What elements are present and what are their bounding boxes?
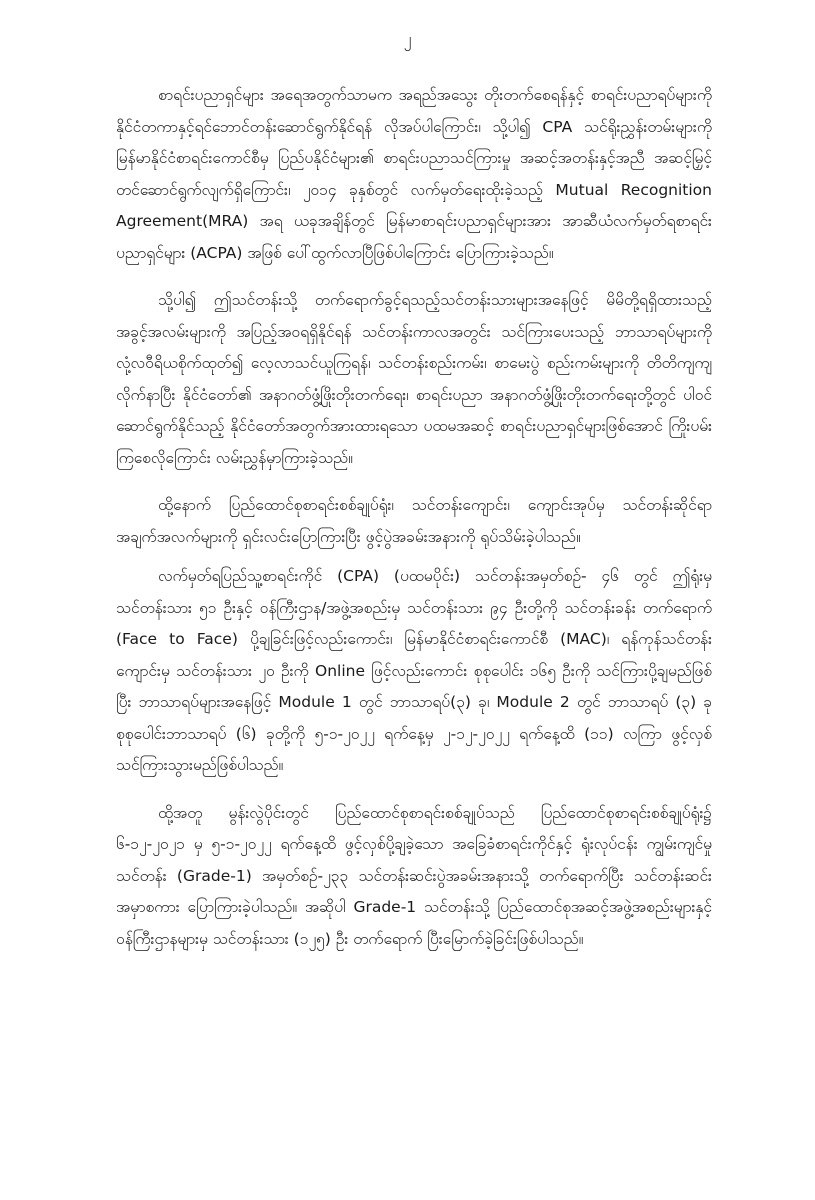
- page-number: ၂: [403, 29, 412, 48]
- paragraph-grade1: ထို့အတူ မွန်းလွဲပိုင်းတွင် ပြည်ထောင်စုစာရင်းစစ်ချုပ်သည် ပြည်ထောင်စုစာရင်းစစ်ချုပ်ရုံး၌ ၆-၁၂-၂၀၂၁ မှ ၅-၁-၂၀၂၂ ရက်နေ့ထိ ဖွင့်လှစ်ပို့ချခဲ့သော အခြေခံစာရင်းကိုင်နှင့် ရုံးလုပ်ငန်း ကျွမ်းကျင်မှုသင်တန်း (Grade-1) အမှတ်စဉ်-၂၃၃ သင်တန်းဆင်းပွဲအခမ်းအနားသို့ တက်ရောက်ပြီး သင်တန်းဆင်းအမှာစကား ပြောကြားခဲ့ပါသည်။ အဆိုပါ Grade-1 သင်တန်းသို့ ပြည်ထောင်စုအဆင့်အဖွဲ့အစည်းများနှင့် ဝန်ကြီးဌာနများမှ သင်တန်းသား (၁၂၅) ဦး တက်ရောက် ပြီးမြောက်ခဲ့ခြင်းဖြစ်ပါသည်။: [116, 803, 712, 948]
- paragraph-guidance: သို့ပါ၍ ဤသင်တန်းသို့ တက်ရောက်ခွင့်ရသည့်သင်တန်းသားများအနေဖြင့် မိမိတို့ရရှိထားသည့် အခွင့်အလမ်းများကို အပြည့်အဝရရှိနိုင်ရန် သင်တန်းကာလအတွင်း သင်ကြားပေးသည့် ဘာသာရပ်များကို လုံ့လဝီရိယစိုက်ထုတ်၍ လေ့လာသင်ယူကြရန်၊ သင်တန်းစည်းကမ်း၊ စာမေးပွဲ စည်းကမ်းများကို တိတိကျကျလိုက်နာပြီး နိုင်ငံတော်၏ အနာဂတ်ဖွံ့ဖြိုးတိုးတက်ရေး၊ စာရင်းပညာ အနာဂတ်ဖွံ့ဖြိုးတိုးတက်ရေးတို့တွင် ပါဝင်ဆောင်ရွက်နိုင်သည့် နိုင်ငံတော်အတွက်အားထားရသော ပထမအဆင့် စာရင်းပညာရှင်များဖြစ်အောင် ကြိုးပမ်းကြစေလိုကြောင်း လမ်းညွှန်မှာကြားခဲ့သည်။: [116, 291, 712, 467]
- paragraph-closing: ထို့နောက် ပြည်ထောင်စုစာရင်းစစ်ချုပ်ရုံး၊ သင်တန်းကျောင်း၊ ကျောင်းအုပ်မှ သင်တန်းဆိုင်ရာ အချက်အလက်များကို ရှင်းလင်းပြောကြားပြီး ဖွင့်ပွဲအခမ်းအနားကို ရုပ်သိမ်းခဲ့ပါသည်။: [116, 496, 712, 546]
- paragraph-cpa-course: လက်မှတ်ရပြည်သူ့စာရင်းကိုင် (CPA) (ပထမပိုင်း) သင်တန်းအမှတ်စဉ်- ၄၆ တွင် ဤရုံးမှ သင်တန်းသား ၅၁ ဦးနှင့် ဝန်ကြီးဌာန/အဖွဲ့အစည်းမှ သင်တန်းသား ၉၄ ဦးတို့ကို သင်တန်းခန်း တက်ရောက် (Face to Face) ပို့ချခြင်းဖြင့်လည်းကောင်း၊ မြန်မာနိုင်ငံစာရင်းကောင်စီ (MAC)၊ ရန်ကုန်သင်တန်းကျောင်းမှ သင်တန်းသား ၂၀ ဦးကို Online ဖြင့်လည်းကောင်း စုစုပေါင်း ၁၆၅ ဦးကို သင်ကြားပို့ချမည်ဖြစ်ပြီး ဘာသာရပ်များအနေဖြင့် Module 1 တွင် ဘာသာရပ်(၃) ခု၊ Module 2 တွင် ဘာသာရပ် (၃) ခု စုစုပေါင်းဘာသာရပ် (၆) ခုတို့ကို ၅-၁-၂၀၂၂ ရက်နေ့မှ ၂-၁၂-၂၀၂၂ ရက်နေ့ထိ (၁၁) လကြာ ဖွင့်လှစ်သင်ကြားသွားမည်ဖြစ်ပါသည်။: [116, 567, 712, 774]
- body-text: [116, 80, 712, 971]
- paragraph-mra: စာရင်းပညာရှင်များ အရေအတွက်သာမက အရည်အသွေး တိုးတက်စေရန်နှင့် စာရင်းပညာရပ်များကို နိုင်ငံတကာနှင့်ရင်ဘောင်တန်းဆောင်ရွက်နိုင်ရန် လိုအပ်ပါကြောင်း၊ သို့ပါ၍ CPA သင်ရိုးညွှန်းတမ်းများကို မြန်မာနိုင်ငံစာရင်းကောင်စီမှ ပြည်ပနိုင်ငံများ၏ စာရင်းပညာသင်ကြားမှု အဆင့်အတန်းနှင့်အညီ အဆင့်မြှင့်တင်ဆောင်ရွက်လျက်ရှိကြောင်း၊ ၂၀၁၄ ခုနှစ်တွင် လက်မှတ်ရေးထိုးခဲ့သည့် Mutual Recognition Agreement(MRA) အရ ယခုအချိန်တွင် မြန်မာစာရင်းပညာရှင်များအား အာဆီယံလက်မှတ်ရစာရင်းပညာရှင်များ (ACPA) အဖြစ် ပေါ်ထွက်လာပြီဖြစ်ပါကြောင်း ပြောကြားခဲ့သည်။: [116, 86, 712, 262]
